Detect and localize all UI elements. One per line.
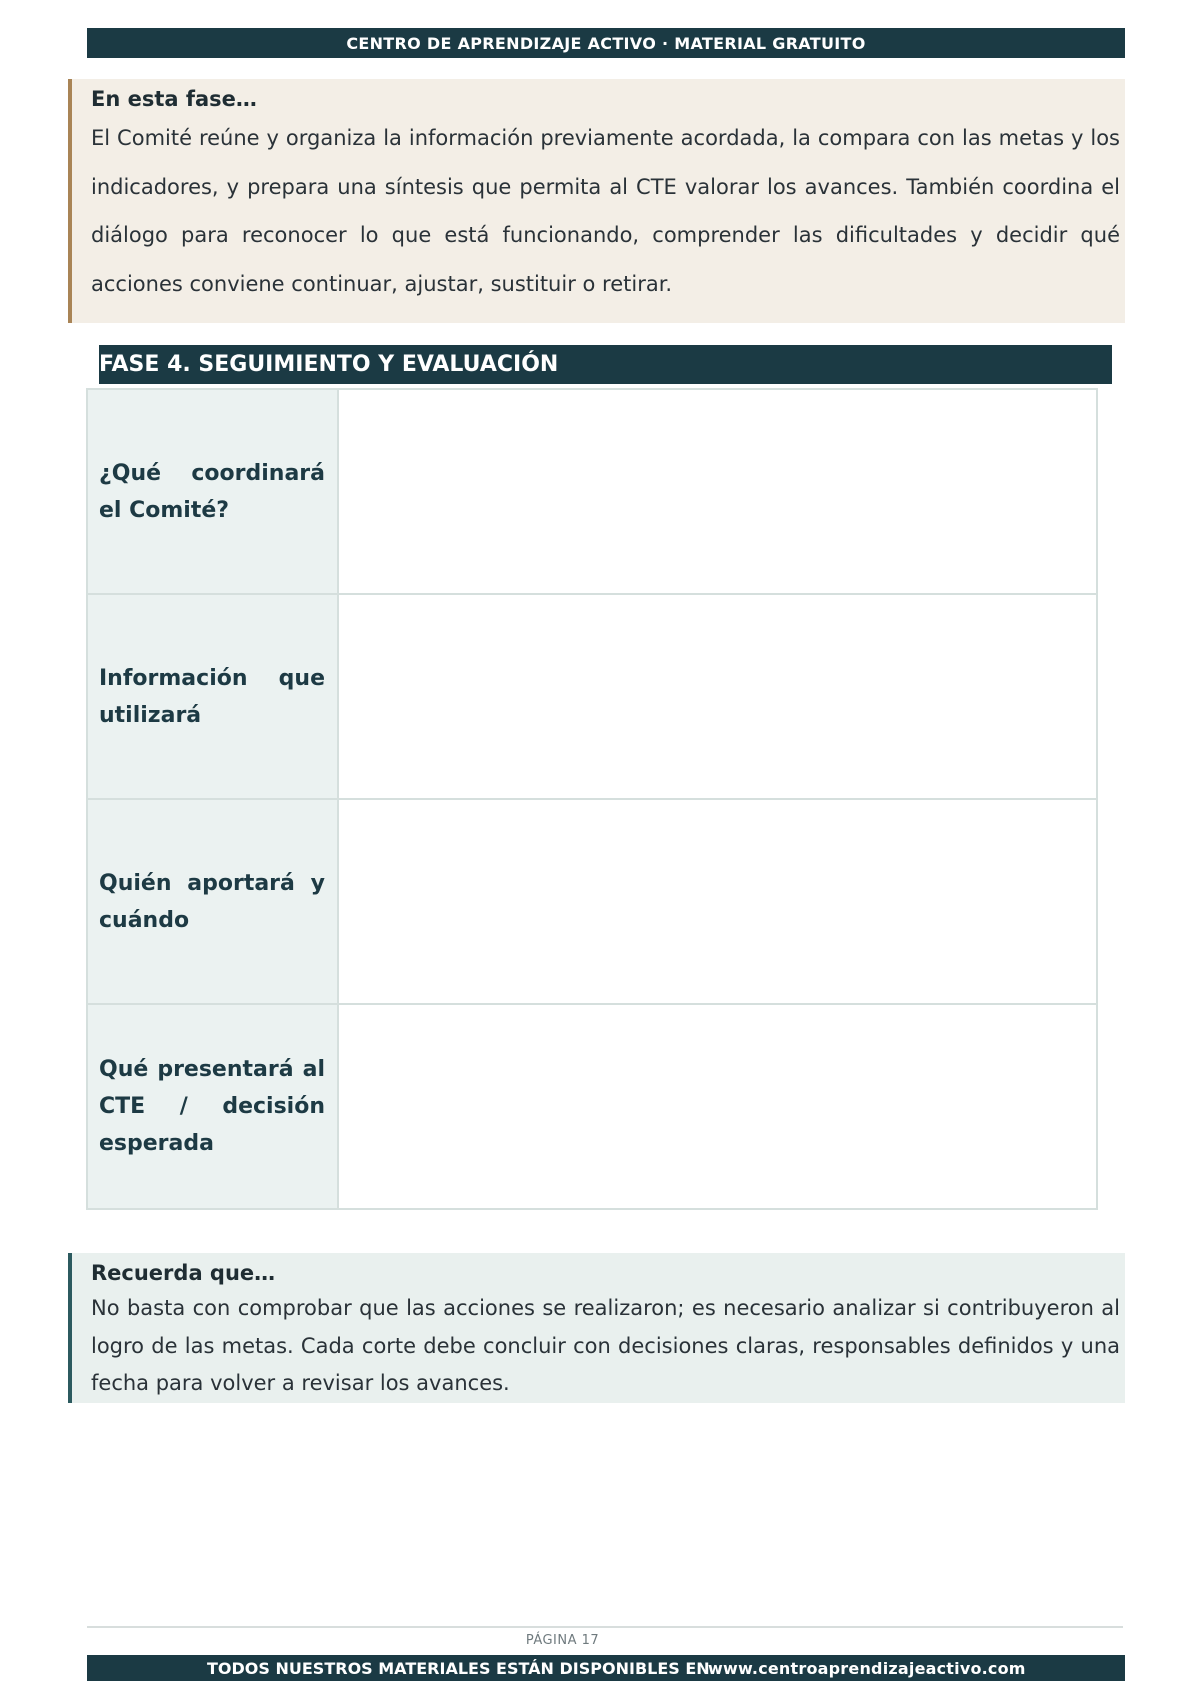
phase-note-body: El Comité reúne y organiza la información previamente acordada, la compara con las metas y los indicadores, y prepara una síntesis que permita al CTE valorar los avances. También coordina el diálogo para reconocer lo que está funcionando, comprender las dificultades y decidir qué acciones conviene continuar, ajustar, sustituir o retirar.: [91, 126, 1120, 296]
table-row: [87, 799, 1097, 1004]
phase-title-bar: [99, 345, 1112, 384]
footer-banner-text: TODOS NUESTROS MATERIALES ESTÁN DISPONIBLES EN: [207, 1658, 710, 1678]
answer-cell-information[interactable]: [338, 594, 1097, 799]
row-label-cell: [87, 389, 338, 594]
remember-note-body: No basta con comprobar que las acciones se realizaron; es necesario analizar si contribuyeron al logro de las metas. Cada corte debe concluir con decisiones claras, responsables definidos y una fecha para volver a revisar los avances.: [91, 1296, 1120, 1395]
remember-note-title: Recuerda que…: [91, 1261, 276, 1285]
row-label-cell: [87, 594, 338, 799]
table-row: [87, 389, 1097, 594]
row-label: ¿Qué coordinará el Comité?: [99, 460, 325, 523]
footer-banner: [87, 1655, 1125, 1681]
row-label: Información que utilizará: [99, 665, 325, 728]
header-banner: [87, 28, 1125, 58]
row-label: Quién aportará y cuándo: [99, 870, 325, 933]
footer-divider: [87, 1626, 1123, 1628]
remember-note: [68, 1253, 1125, 1403]
phase-note: [68, 79, 1125, 323]
table-row: [87, 1004, 1097, 1209]
row-label: Qué presentará al CTE / decisión esperada: [99, 1057, 325, 1156]
answer-cell-who-when[interactable]: [338, 799, 1097, 1004]
row-label-cell: [87, 1004, 338, 1209]
header-banner-text: CENTRO DE APRENDIZAJE ACTIVO · MATERIAL GRATUITO: [346, 33, 866, 53]
page-number: [0, 1633, 1125, 1648]
phase-table: [86, 388, 1098, 1210]
phase-note-title: En esta fase…: [91, 87, 257, 111]
answer-cell-coordinate[interactable]: [338, 389, 1097, 594]
footer-website-link[interactable]: www.centroaprendizajeactivo.com: [708, 1658, 1026, 1678]
phase-title: FASE 4. SEGUIMIENTO Y EVALUACIÓN: [99, 352, 559, 377]
page-number-text: PÁGINA 17: [525, 1633, 600, 1648]
table-row: [87, 594, 1097, 799]
row-label-cell: [87, 799, 338, 1004]
answer-cell-decision[interactable]: [338, 1004, 1097, 1209]
